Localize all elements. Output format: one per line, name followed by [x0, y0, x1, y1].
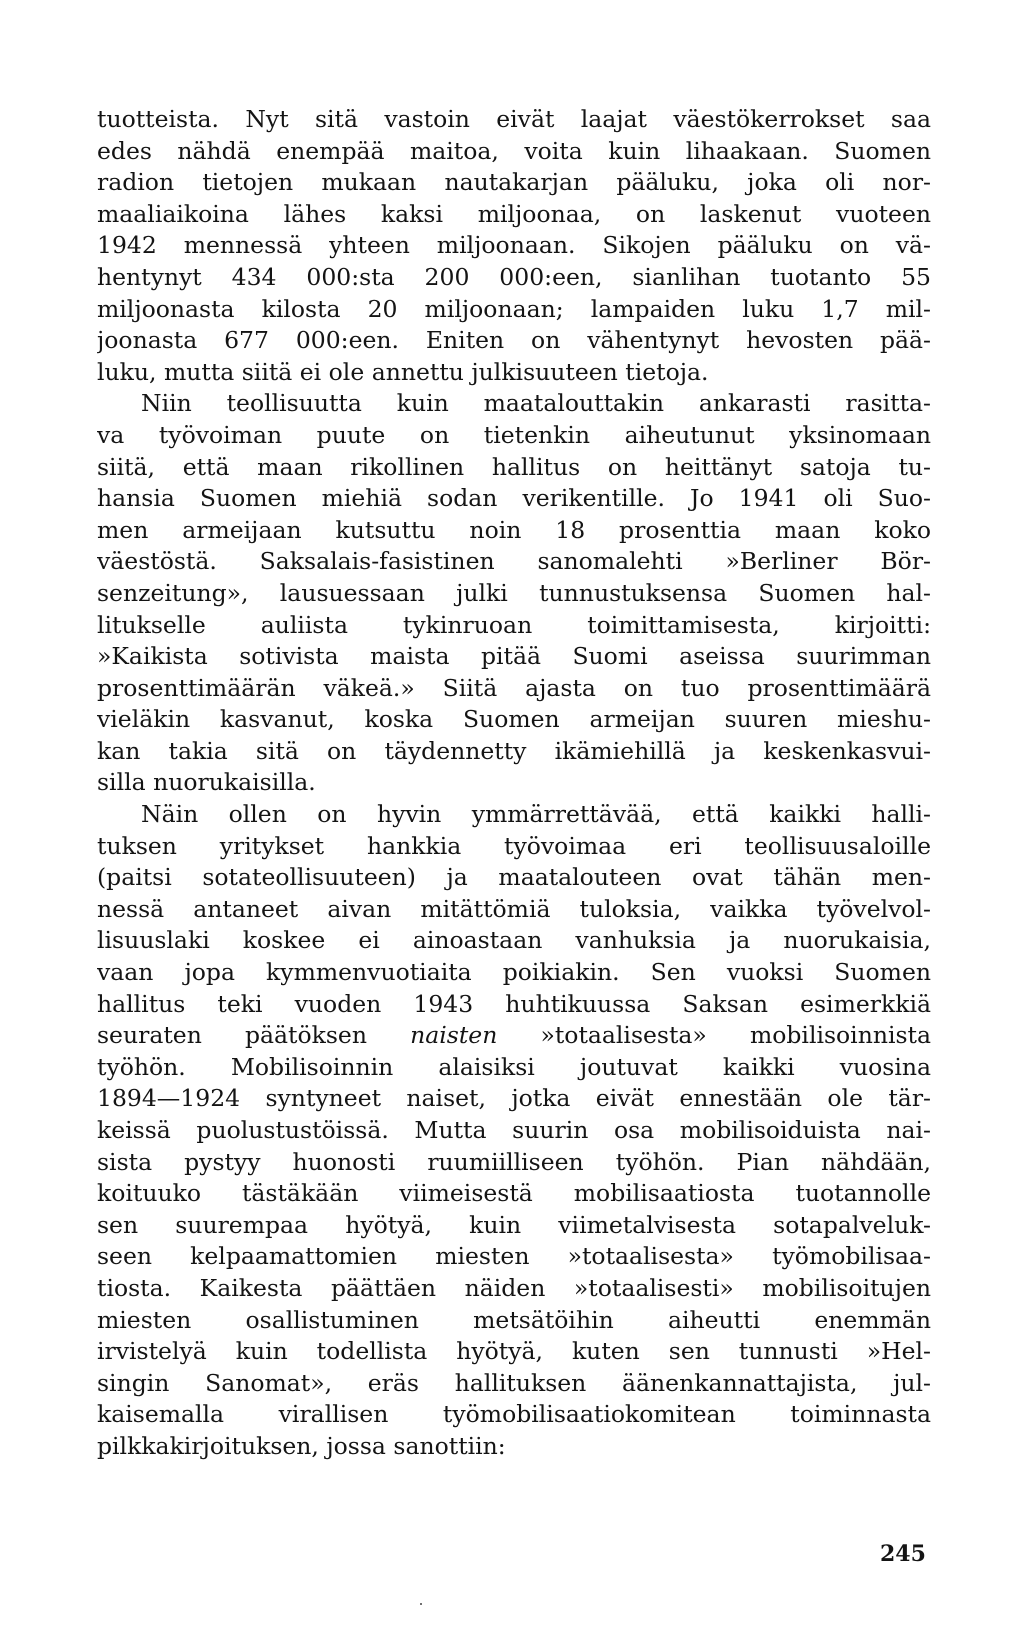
text-line: edes nähdä enempää maitoa, voita kuin lihaakaan. Suomen — [97, 136, 931, 165]
text-line: radion tietojen mukaan nautakarjan pääluku, joka oli nor- — [97, 168, 931, 197]
text-line: Näin ollen on hyvin ymmärrettävää, että kaikki halli- — [141, 800, 931, 829]
text-line: tuksen yritykset hankkia työvoimaa eri teollisuusaloille — [97, 831, 931, 860]
text-line: sen suurempaa hyötyä, kuin viimetalvisesta sotapalveluk- — [97, 1210, 931, 1239]
text-line: luku, mutta siitä ei ole annettu julkisuuteen tietoja. — [97, 357, 709, 386]
text-line: miljoonasta kilosta 20 miljoonaan; lampaiden luku 1,7 mil- — [97, 294, 931, 323]
text-line: senzeitung», lausuessaan julki tunnustuksensa Suomen hal- — [97, 578, 931, 607]
text-line: (paitsi sotateollisuuteen) ja maatalouteen ovat tähän men- — [97, 863, 931, 892]
text-line: hentynyt 434 000:sta 200 000:een, sianlihan tuotanto 55 — [97, 262, 931, 291]
text-line: työhön. Mobilisoinnin alaisiksi joutuvat kaikki vuosina — [97, 1052, 931, 1081]
text-line: seen kelpaamattomien miesten »totaalisesta» työmobilisaa- — [97, 1242, 931, 1271]
text-line: litukselle auliista tykinruoan toimittamisesta, kirjoitti: — [97, 610, 931, 639]
text-line: kan takia sitä on täydennetty ikämiehillä ja keskenkasvui- — [97, 736, 931, 765]
text-line: tuotteista. Nyt sitä vastoin eivät laajat väestökerrokset saa — [97, 105, 931, 133]
page-number: 245 — [880, 1541, 926, 1567]
text-line: va työvoiman puute on tietenkin aiheutunut yksinomaan — [97, 420, 931, 449]
text-line: maaliaikoina lähes kaksi miljoonaa, on laskenut vuoteen — [97, 199, 931, 228]
text-line: 1942 mennessä yhteen miljoonaan. Sikojen pääluku on vä- — [97, 231, 931, 260]
emphasis-text: naisten — [410, 1021, 498, 1050]
text-line: miesten osallistuminen metsätöihin aiheutti enemmän — [97, 1305, 931, 1334]
text-line: Niin teollisuutta kuin maatalouttakin ankarasti rasitta- — [141, 389, 931, 418]
text-line: koituuko tästäkään viimeisestä mobilisaatiosta tuotannolle — [97, 1179, 931, 1208]
text-line: seuraten päätöksen naisten »totaalisesta» mobilisoinnista — [97, 1021, 931, 1050]
text-line: silla nuorukaisilla. — [97, 768, 316, 797]
text-line: sista pystyy huonosti ruumiilliseen työhön. Pian nähdään, — [97, 1147, 931, 1176]
print-speck — [420, 1603, 422, 1605]
text-line: vieläkin kasvanut, koska Suomen armeijan suuren mieshu- — [97, 705, 931, 734]
text-line: pilkkakirjoituksen, jossa sanottiin: — [97, 1431, 506, 1460]
text-line: irvistelyä kuin todellista hyötyä, kuten sen tunnusti »Hel- — [97, 1337, 931, 1366]
text-line: keissä puolustustöissä. Mutta suurin osa mobilisoiduista nai- — [97, 1116, 931, 1144]
text-line: siitä, että maan rikollinen hallitus on heittänyt satoja tu- — [97, 452, 931, 481]
text-line: prosenttimäärän väkeä.» Siitä ajasta on tuo prosenttimäärä — [97, 673, 931, 702]
text-line: »Kaikista sotivista maista pitää Suomi aseissa suurimman — [97, 642, 931, 671]
text-line: hansia Suomen miehiä sodan verikentille. Jo 1941 oli Suo- — [97, 484, 931, 513]
text-line: 1894—1924 syntyneet naiset, jotka eivät ennestään ole tär- — [97, 1084, 931, 1113]
text-line: hallitus teki vuoden 1943 huhtikuussa Saksan esimerkkiä — [97, 989, 931, 1018]
text-line: vaan jopa kymmenvuotiaita poikiakin. Sen vuoksi Suomen — [97, 958, 931, 987]
text-line: tiosta. Kaikesta päättäen näiden »totaalisesti» mobilisoitujen — [97, 1273, 931, 1302]
body-text — [97, 104, 931, 1463]
text-line: joonasta 677 000:een. Eniten on vähentynyt hevosten pää- — [97, 326, 931, 355]
text-line: lisuuslaki koskee ei ainoastaan vanhuksia ja nuorukaisia, — [97, 926, 931, 955]
text-line: väestöstä. Saksalais-fasistinen sanomalehti »Berliner Bör- — [97, 547, 931, 576]
text-line: nessä antaneet aivan mitättömiä tuloksia, vaikka työvelvol- — [97, 894, 931, 923]
text-line: men armeijaan kutsuttu noin 18 prosenttia maan koko — [97, 515, 931, 544]
text-line: singin Sanomat», eräs hallituksen äänenkannattajista, jul- — [97, 1368, 931, 1397]
text-line: kaisemalla virallisen työmobilisaatiokomitean toiminnasta — [97, 1400, 931, 1429]
